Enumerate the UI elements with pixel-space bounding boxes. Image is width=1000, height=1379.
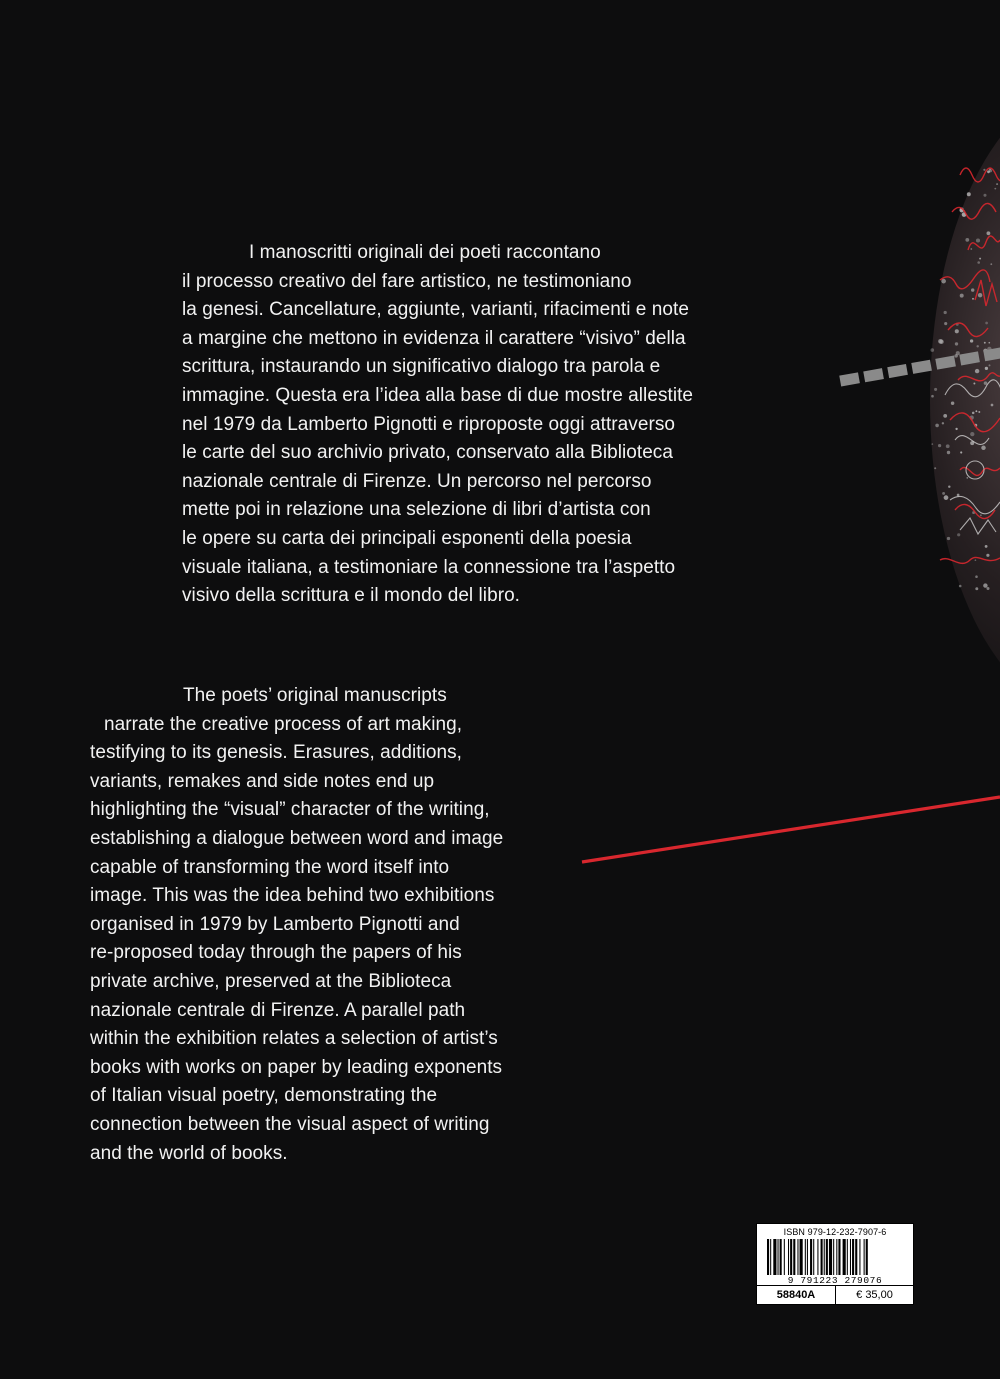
product-code: 58840A (757, 1286, 836, 1304)
isbn-number: ISBN 979-12-232-7907-6 (783, 1227, 887, 1237)
text-line: la genesi. Cancellature, aggiunte, varianti, rifacimenti e note (182, 299, 689, 321)
text-line: books with works on paper by leading exponents (90, 1056, 503, 1078)
text-line: The poets’ original manuscripts (183, 685, 447, 706)
barcode-digits: 9 791223 279076 (787, 1275, 883, 1286)
text-line: re-proposed today through the papers of his (90, 942, 462, 964)
text-line: private archive, preserved at the Biblioteca (90, 970, 452, 992)
text-line: narrate the creative process of art making, (104, 713, 463, 735)
text-line: connection between the visual aspect of writing (90, 1113, 490, 1135)
text-line: of Italian visual poetry, demonstrating the (90, 1085, 438, 1107)
text-line: organised in 1979 by Lamberto Pignotti and (90, 913, 460, 935)
text-line: within the exhibition relates a selection of artist’s (90, 1028, 498, 1050)
barcode-icon (765, 1239, 905, 1275)
text-line: mette poi in relazione una selezione di libri d’artista con (182, 499, 651, 521)
text-line: visuale italiana, a testimoniare la connessione tra l’aspetto (182, 556, 676, 578)
text-line: variants, remakes and side notes end up (90, 770, 435, 792)
italian-description (182, 239, 693, 611)
barcode-label (756, 1223, 914, 1305)
english-description (90, 682, 503, 1168)
text-line: immagine. Questa era l’idea alla base di due mostre allestite (182, 384, 694, 406)
price: € 35,00 (856, 1289, 893, 1301)
text-line: le opere su carta dei principali esponenti della poesia (182, 527, 632, 549)
text-line: nazionale centrale di Firenze. A parallel path (90, 999, 466, 1021)
text-line: le carte del suo archivio privato, conservato alla Biblioteca (182, 442, 673, 464)
sphere-shape (930, 90, 1000, 710)
text-line: and the world of books. (90, 1142, 288, 1164)
text-line: image. This was the idea behind two exhibitions (90, 885, 495, 907)
text-line: il processo creativo del fare artistico, ne testimoniano (182, 270, 632, 292)
text-line: capable of transforming the word itself into (90, 856, 450, 878)
text-line: establishing a dialogue between word and image (90, 827, 504, 849)
text-line: visivo della scrittura e il mondo del libro. (182, 585, 521, 607)
text-line: I manoscritti originali dei poeti raccontano (249, 242, 601, 263)
text-line: nazionale centrale di Firenze. Un percorso nel percorso (182, 470, 652, 492)
text-line: testifying to its genesis. Erasures, additions, (90, 742, 462, 764)
text-line: nel 1979 da Lamberto Pignotti e riproposte oggi attraverso (182, 413, 675, 435)
price-row (757, 1285, 913, 1304)
text-line: a margine che mettono in evidenza il carattere “visivo” della (182, 327, 686, 349)
text-line: scrittura, instaurando un significativo dialogo tra parola e (182, 356, 661, 378)
text-line: highlighting the “visual” character of the writing, (90, 799, 490, 821)
red-diagonal-line (582, 797, 1000, 862)
